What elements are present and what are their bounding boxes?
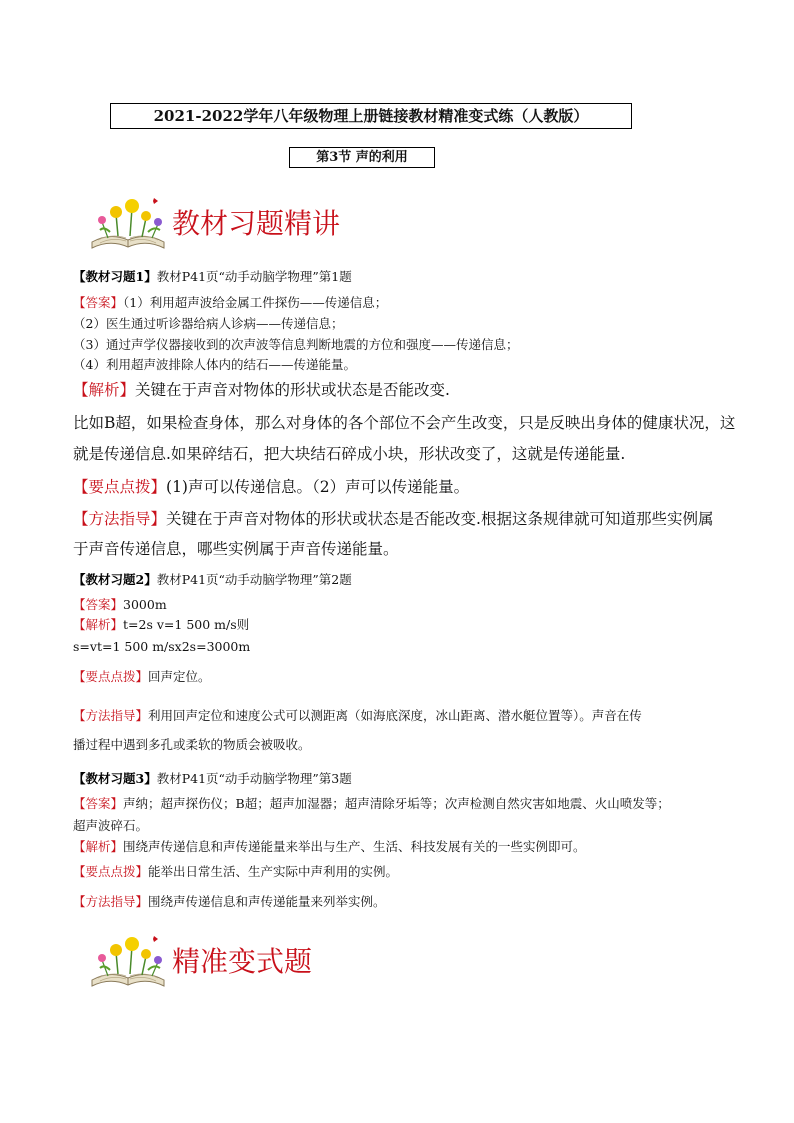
q1-analysis-3: 就是传递信息.如果碎结石，把大块结石碎成小块，形状改变了，这就是传递能量. [73,445,626,463]
q2-analysis-1: t=2s v=1 500 m/s则 [123,617,250,632]
q2-method-1: 利用回声定位和速度公式可以测距离（如海底深度，冰山距离、潜水艇位置等）。声音在传 [148,708,642,723]
q1-method-line-1 [73,508,713,530]
q3-keypoint [73,863,398,881]
q1-method-1: 关键在于声音对物体的形状或状态是否能改变.根据这条规律就可知道那些实例属 [166,510,714,528]
q2-method-2: 播过程中遇到多孔或柔软的物质会被吸收。 [73,737,311,752]
question-2-label: 【教材习题2】 [73,572,157,587]
question-3-label: 【教材习题3】 [73,771,157,786]
q1-method-2: 于声音传递信息，哪些实例属于声音传递能量。 [73,540,399,558]
q1-analysis-2: 比如B超，如果检查身体，那么对身体的各个部位不会产生改变，只是反映出身体的健康状况，这 [73,414,736,432]
doc-title: 2021-2022学年八年级物理上册链接教材精准变式练（人教版） [110,103,632,129]
question-2-ref: 教材P41页“动手动脑学物理”第2题 [156,572,352,587]
q2-keypoint-text: 回声定位。 [148,669,211,684]
q3-answer-line-1 [73,795,670,813]
q3-method-text: 围绕声传递信息和声传递能量来列举实例。 [148,894,386,909]
section-title-textbook: 教材习题精讲 [172,207,341,240]
q3-analysis [73,838,586,856]
section-title-variants: 精准变式题 [172,945,313,978]
question-2-heading [73,571,352,589]
question-3-ref: 教材P41页“动手动脑学物理”第3题 [156,771,352,786]
q1-answer-line-1 [73,294,387,312]
question-3-heading [73,770,352,788]
answer-tag: 【答案】 [73,597,124,612]
q2-analysis-2: s=vt=1 500 m/sx2s=3000m [73,639,251,654]
q2-method-line-1 [73,707,642,725]
open-book-flowers-icon [88,192,168,252]
q1-analysis-line-1 [73,379,450,401]
section-header-variants [88,930,388,990]
question-1-heading [73,268,352,286]
q1-answer-3: （3）通过声学仪器接收到的次声波等信息判断地震的方位和强度——传递信息； [73,337,519,352]
q1-analysis-1: 关键在于声音对物体的形状或状态是否能改变. [135,381,450,399]
q1-answer-4: （4）利用超声波排除人体内的结石——传递能量。 [73,357,356,372]
keypoint-tag: 【要点点拨】 [73,864,149,879]
q3-keypoint-text: 能举出日常生活、生产实际中声利用的实例。 [148,864,399,879]
q1-keypoint-text: (1)声可以传递信息。（2）声可以传递能量。 [166,478,470,496]
q2-answer [73,596,167,614]
q2-answer-text: 3000m [123,597,167,612]
q2-keypoint [73,668,211,686]
answer-tag: 【答案】 [73,295,124,310]
method-tag: 【方法指导】 [73,510,167,528]
q1-answer-1: （1）利用超声波给金属工件探伤——传递信息； [123,295,388,310]
analysis-tag: 【解析】 [73,839,124,854]
keypoint-tag: 【要点点拨】 [73,478,167,496]
q3-answer-1: 声纳；超声探伤仪；B超；超声加湿器；超声清除牙垢等；次声检测自然灾害如地震、火山喷发等； [123,796,670,811]
q2-analysis-line-1 [73,616,249,634]
q3-analysis-text: 围绕声传递信息和声传递能量来举出与生产、生活、科技发展有关的一些实例即可。 [123,839,586,854]
method-tag: 【方法指导】 [73,708,149,723]
answer-tag: 【答案】 [73,796,124,811]
method-tag: 【方法指导】 [73,894,149,909]
analysis-tag: 【解析】 [73,381,136,399]
open-book-flowers-icon [88,930,168,990]
q3-method [73,893,386,911]
question-1-ref: 教材P41页“动手动脑学物理”第1题 [156,269,352,284]
keypoint-tag: 【要点点拨】 [73,669,149,684]
question-1-label: 【教材习题1】 [73,269,157,284]
q1-answer-2: （2）医生通过听诊器给病人诊病——传递信息； [73,316,344,331]
section-header-textbook [88,192,388,252]
q1-keypoint [73,476,469,498]
analysis-tag: 【解析】 [73,617,124,632]
q3-answer-2: 超声波碎石。 [73,818,149,833]
section-subtitle: 第3节 声的利用 [289,147,435,168]
